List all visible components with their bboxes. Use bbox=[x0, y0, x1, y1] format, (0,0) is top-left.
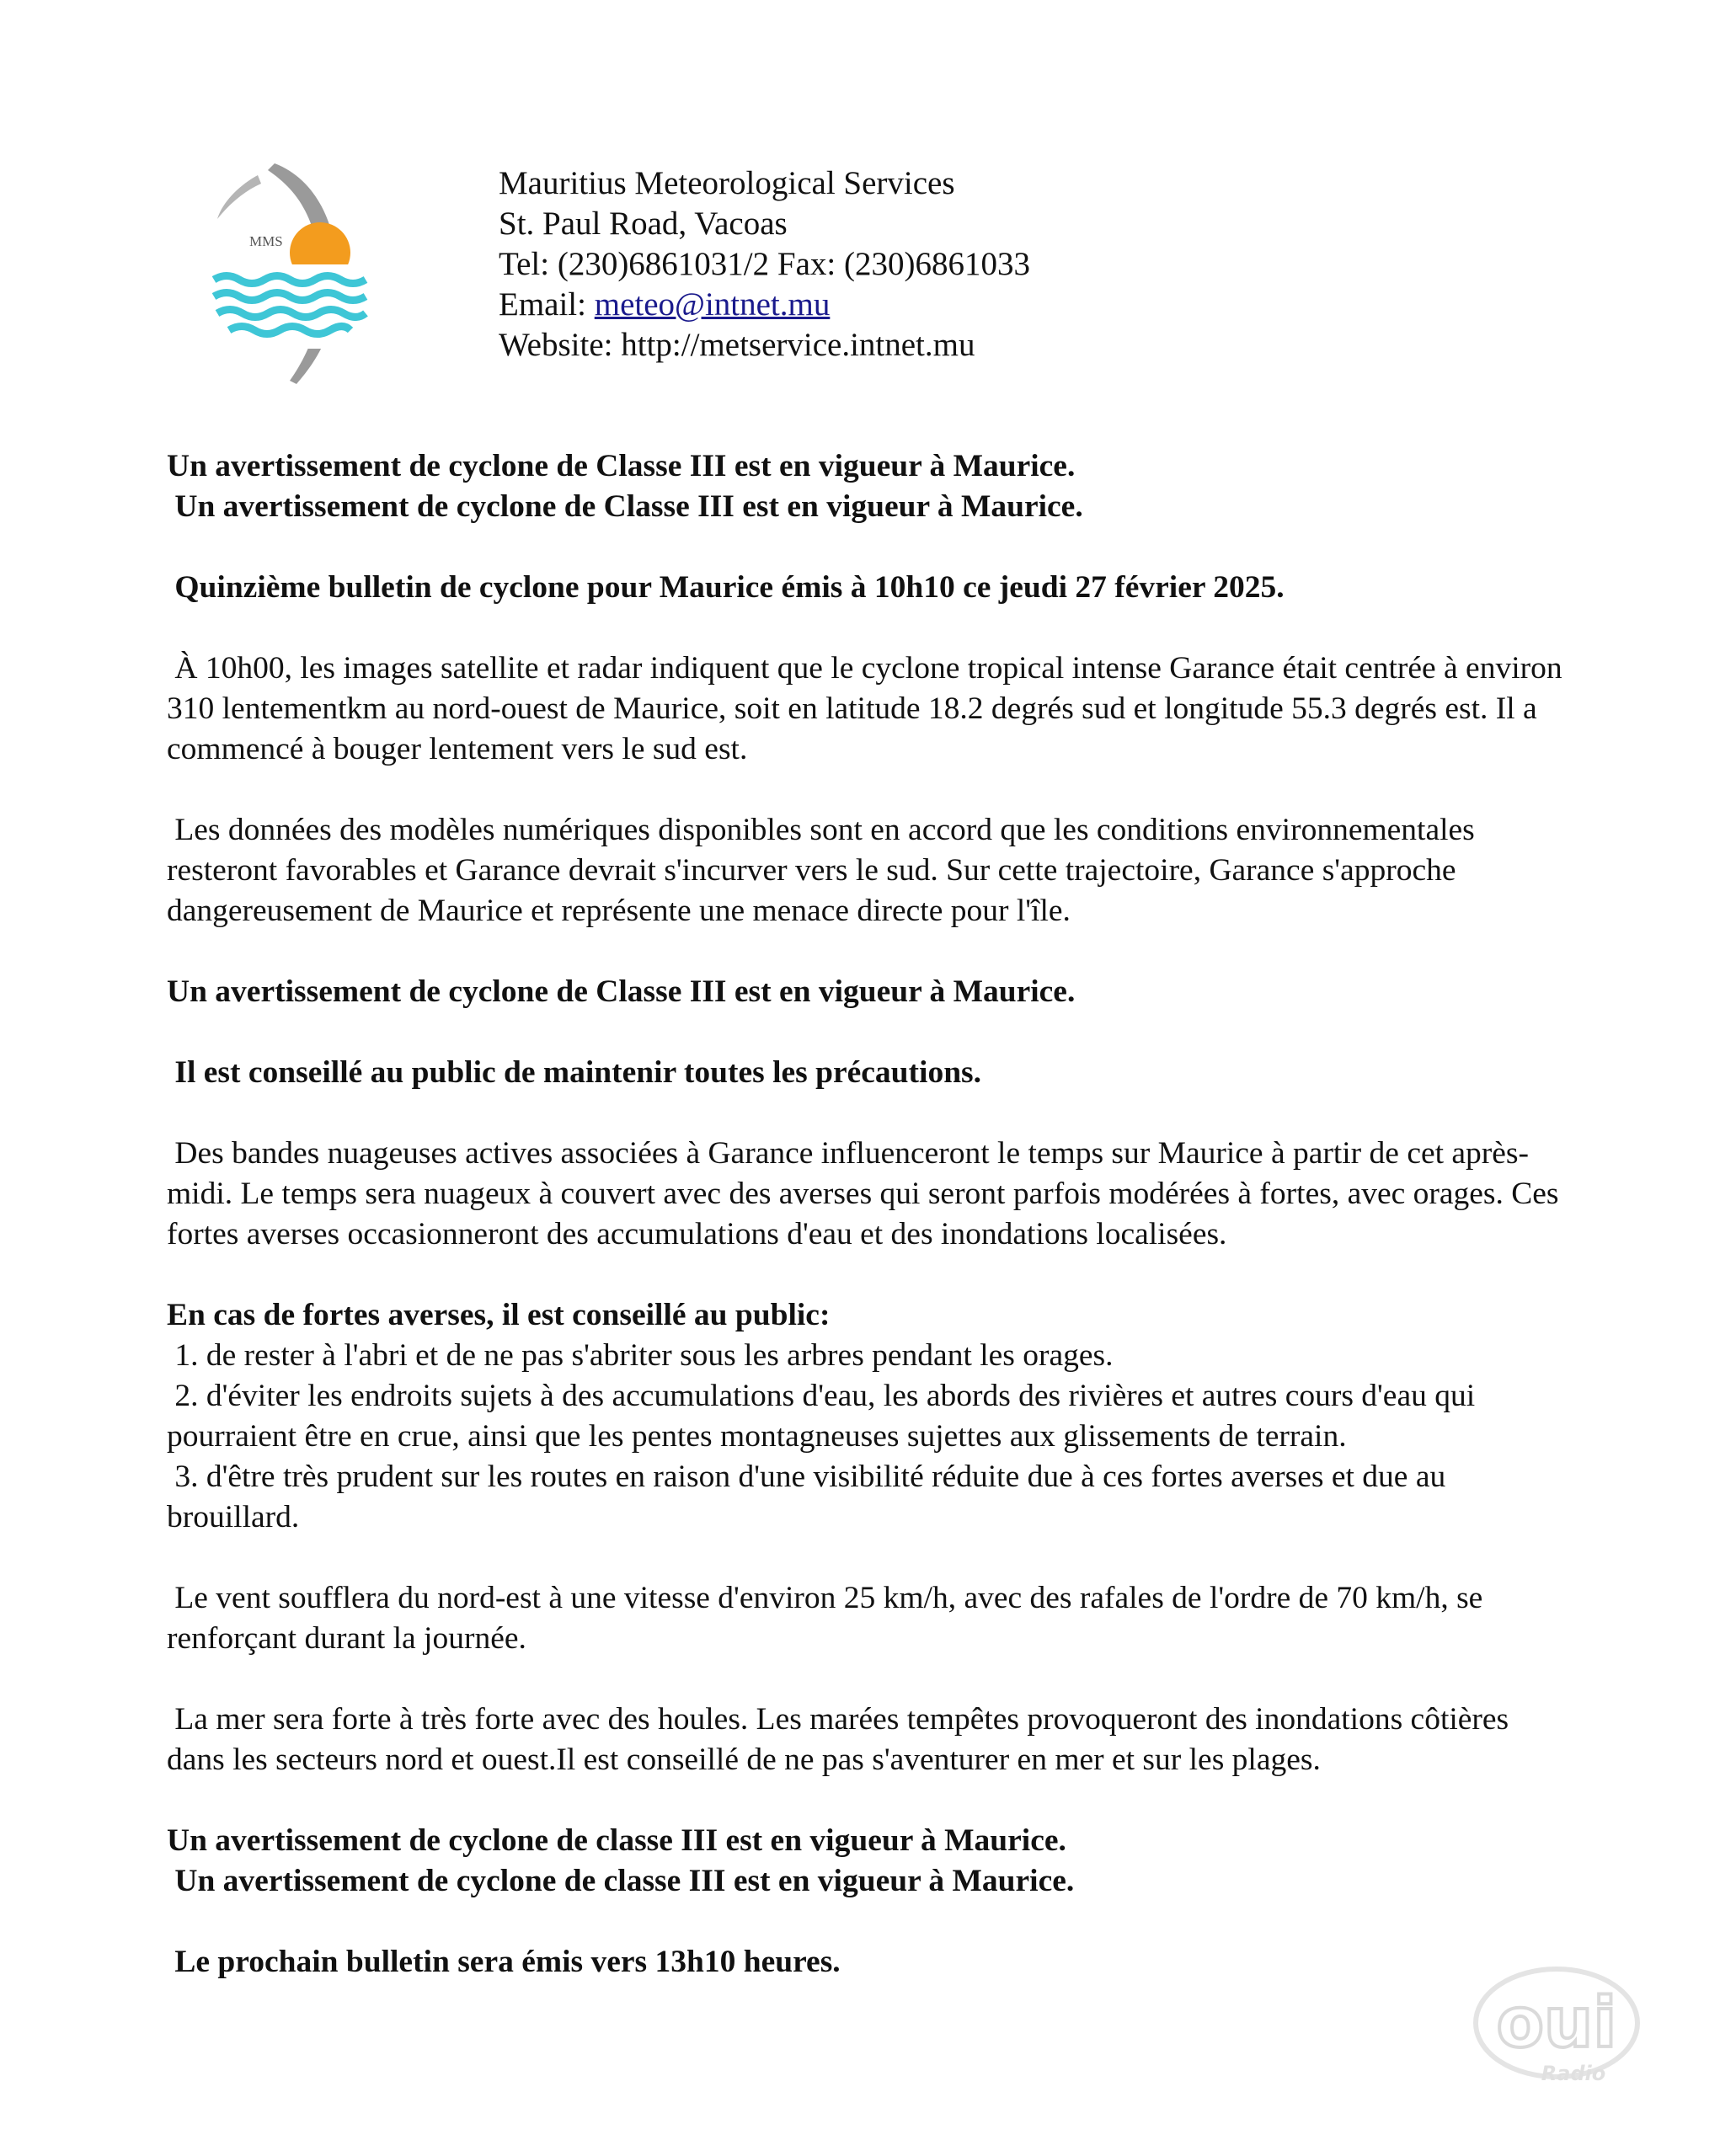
advice-heading: En cas de fortes averses, il est conseillé au public: bbox=[167, 1298, 831, 1332]
warning-line: Un avertissement de cyclone de Classe III est en vigueur à Maurice. bbox=[167, 449, 1076, 483]
watermark-text: oui bbox=[1496, 1983, 1617, 2063]
email-link[interactable]: meteo@intnet.mu bbox=[594, 286, 831, 323]
org-phone: Tel: (230)6861031/2 Fax: (230)6861033 bbox=[499, 246, 1030, 282]
list-item: 2. d'éviter les endroits sujets à des accumulations d'eau, les abords des rivières et autres cours d'eau qui pourraient être en crue, ainsi que les pentes montagneuses sujettes aux glissements de terrain. bbox=[167, 1379, 1483, 1454]
warning-line: Un avertissement de cyclone de Classe III est en vigueur à Maurice. bbox=[167, 489, 1083, 524]
paragraph-sea: La mer sera forte à très forte avec des houles. Les marées tempêtes provoqueront des inondations côtières dans les secteurs nord et ouest.Il est conseillé de ne pas s'aventurer en mer et sur les plages. bbox=[167, 1702, 1517, 1777]
org-website: Website: http://metservice.intnet.mu bbox=[499, 327, 975, 363]
paragraph-models: Les données des modèles numériques disponibles sont en accord que les conditions environnementales resteront favorables et Garance devrait s'incurver vers le sud. Sur cette trajectoire, Garance s'approche dangereusement de Maurice et représente une menace directe pour l'île. bbox=[167, 813, 1483, 928]
paragraph-position: À 10h00, les images satellite et radar indiquent que le cyclone tropical intense Garance était centrée à environ 310 lentementkm au nord-ouest de Maurice, soit en latitude 18.2 degrés sud et longitude 55.3 degrés est. Il a commencé à bouger lentement vers le sud est. bbox=[167, 651, 1570, 766]
mms-logo-graphic bbox=[206, 160, 374, 387]
advice-precautions: Il est conseillé au public de maintenir toutes les précautions. bbox=[167, 1055, 982, 1090]
watermark-subtext: Radio bbox=[1541, 2062, 1606, 2085]
paragraph-weather: Des bandes nuageuses actives associées à Garance influenceront le temps sur Maurice à partir de cet après-midi. Le temps sera nuageux à couvert avec des averses qui seront parfois modérées à fortes, avec orages. Ces fortes averses occasionneront des accumulations d'eau et des inondations localisées. bbox=[167, 1136, 1567, 1251]
org-address: St. Paul Road, Vacoas bbox=[499, 205, 788, 242]
email-label: Email: bbox=[499, 286, 595, 323]
mms-logo bbox=[206, 160, 374, 387]
logo-text: MMS bbox=[249, 233, 283, 249]
org-name: Mauritius Meteorological Services bbox=[499, 165, 955, 201]
org-email-line bbox=[499, 285, 1030, 325]
warning-line: Un avertissement de cyclone de classe III est en vigueur à Maurice. bbox=[167, 1864, 1075, 1898]
paragraph-wind: Le vent soufflera du nord-est à une vitesse d'environ 25 km/h, avec des rafales de l'ordre de 70 km/h, se renforçant durant la journée. bbox=[167, 1581, 1491, 1656]
list-item: 1. de rester à l'abri et de ne pas s'abriter sous les arbres pendant les orages. bbox=[167, 1338, 1114, 1373]
next-bulletin: Le prochain bulletin sera émis vers 13h10 heures. bbox=[167, 1945, 841, 1979]
letterhead bbox=[499, 163, 1030, 366]
list-item: 3. d'être très prudent sur les routes en raison d'une visibilité réduite due à ces fortes averses et due au brouillard. bbox=[167, 1460, 1454, 1534]
bulletin-body bbox=[167, 446, 1573, 2023]
radio-watermark-logo bbox=[1472, 1964, 1649, 2090]
watermark-graphic bbox=[1472, 1964, 1649, 2090]
bulletin-title: Quinzième bulletin de cyclone pour Maurice émis à 10h10 ce jeudi 27 février 2025. bbox=[167, 570, 1285, 605]
warning-line: Un avertissement de cyclone de Classe III est en vigueur à Maurice. bbox=[167, 974, 1076, 1009]
warning-line: Un avertissement de cyclone de classe III est en vigueur à Maurice. bbox=[167, 1823, 1066, 1858]
